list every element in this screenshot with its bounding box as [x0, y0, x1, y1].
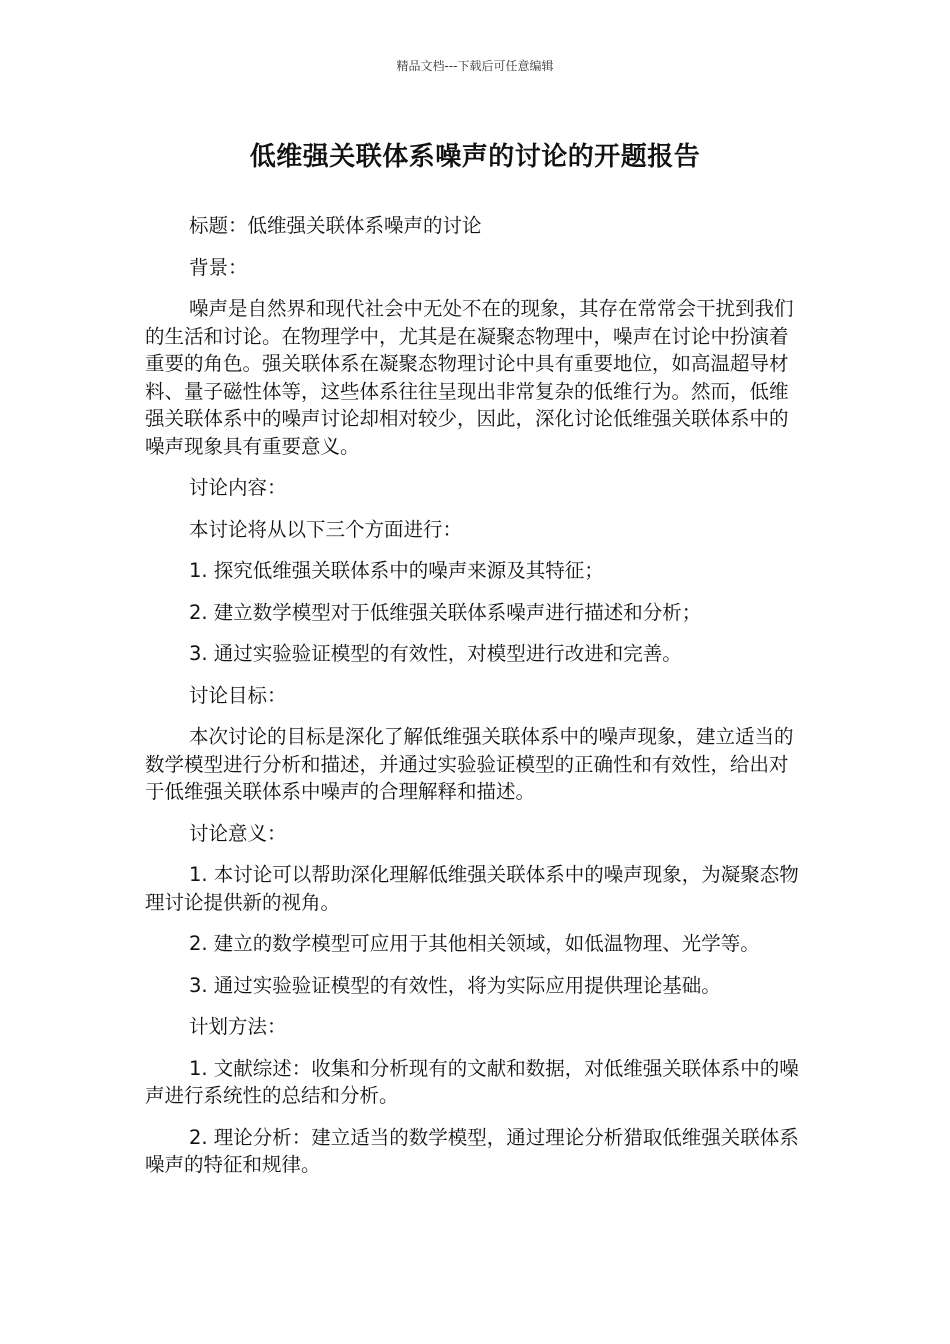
header-note: 精品文档---下载后可任意编辑 — [396, 59, 554, 73]
content-item-1: 1. 探究低维强关联体系中的噪声来源及其特征； — [189, 559, 604, 582]
title-line: 标题：低维强关联体系噪声的讨论 — [189, 214, 482, 237]
section-heading-background: 背景： — [189, 255, 248, 279]
significance-item-2: 2. 建立的数学模型可应用于其他相关领域，如低温物理、光学等。 — [189, 932, 760, 955]
section-heading-significance: 讨论意义： — [189, 821, 287, 845]
method-item-2: 2. 理论分析：建立适当的数学模型，通过理论分析猎取低维强关联体系噪声的特征和规律。 — [145, 1125, 799, 1176]
section-heading-goal: 讨论目标： — [189, 683, 287, 707]
section-heading-methods: 计划方法： — [189, 1015, 287, 1038]
significance-item-1: 1. 本讨论可以帮助深化理解低维强关联体系中的噪声现象，为凝聚态物理讨论提供新的视角。 — [145, 863, 799, 914]
section-heading-content: 讨论内容： — [189, 476, 287, 499]
goal-paragraph: 本次讨论的目标是深化了解低维强关联体系中的噪声现象，建立适当的数学模型进行分析和描述，并通过实验验证模型的正确性和有效性，给出对于低维强关联体系中噪声的合理解释和描述。 — [145, 725, 794, 803]
content-item-2: 2. 建立数学模型对于低维强关联体系噪声进行描述和分析； — [189, 600, 702, 624]
method-item-1: 1. 文献综述：收集和分析现有的文献和数据，对低维强关联体系中的噪声进行系统性的总结和分析。 — [145, 1056, 799, 1107]
background-paragraph: 噪声是自然界和现代社会中无处不在的现象，其存在常常会干扰到我们的生活和讨论。在物理学中，尤其是在凝聚态物理中，噪声在讨论中扮演着重要的角色。强关联体系在凝聚态物理讨论中具有重要地位，如高温超导材料、量子磁性体等，这些体系往往呈现出非常复杂的低维行为。然而，低维强关联体系中的噪声讨论却相对较少，因此，深化讨论低维强关联体系中的噪声现象具有重要意义。 — [145, 297, 794, 458]
document-body — [145, 212, 800, 1193]
document-title: 低维强关联体系噪声的讨论的开题报告 — [249, 142, 701, 172]
significance-item-3: 3. 通过实验验证模型的有效性，将为实际应用提供理论基础。 — [189, 973, 721, 997]
content-item-3: 3. 通过实验验证模型的有效性，对模型进行改进和完善。 — [189, 642, 682, 665]
content-intro: 本讨论将从以下三个方面进行： — [189, 517, 463, 541]
